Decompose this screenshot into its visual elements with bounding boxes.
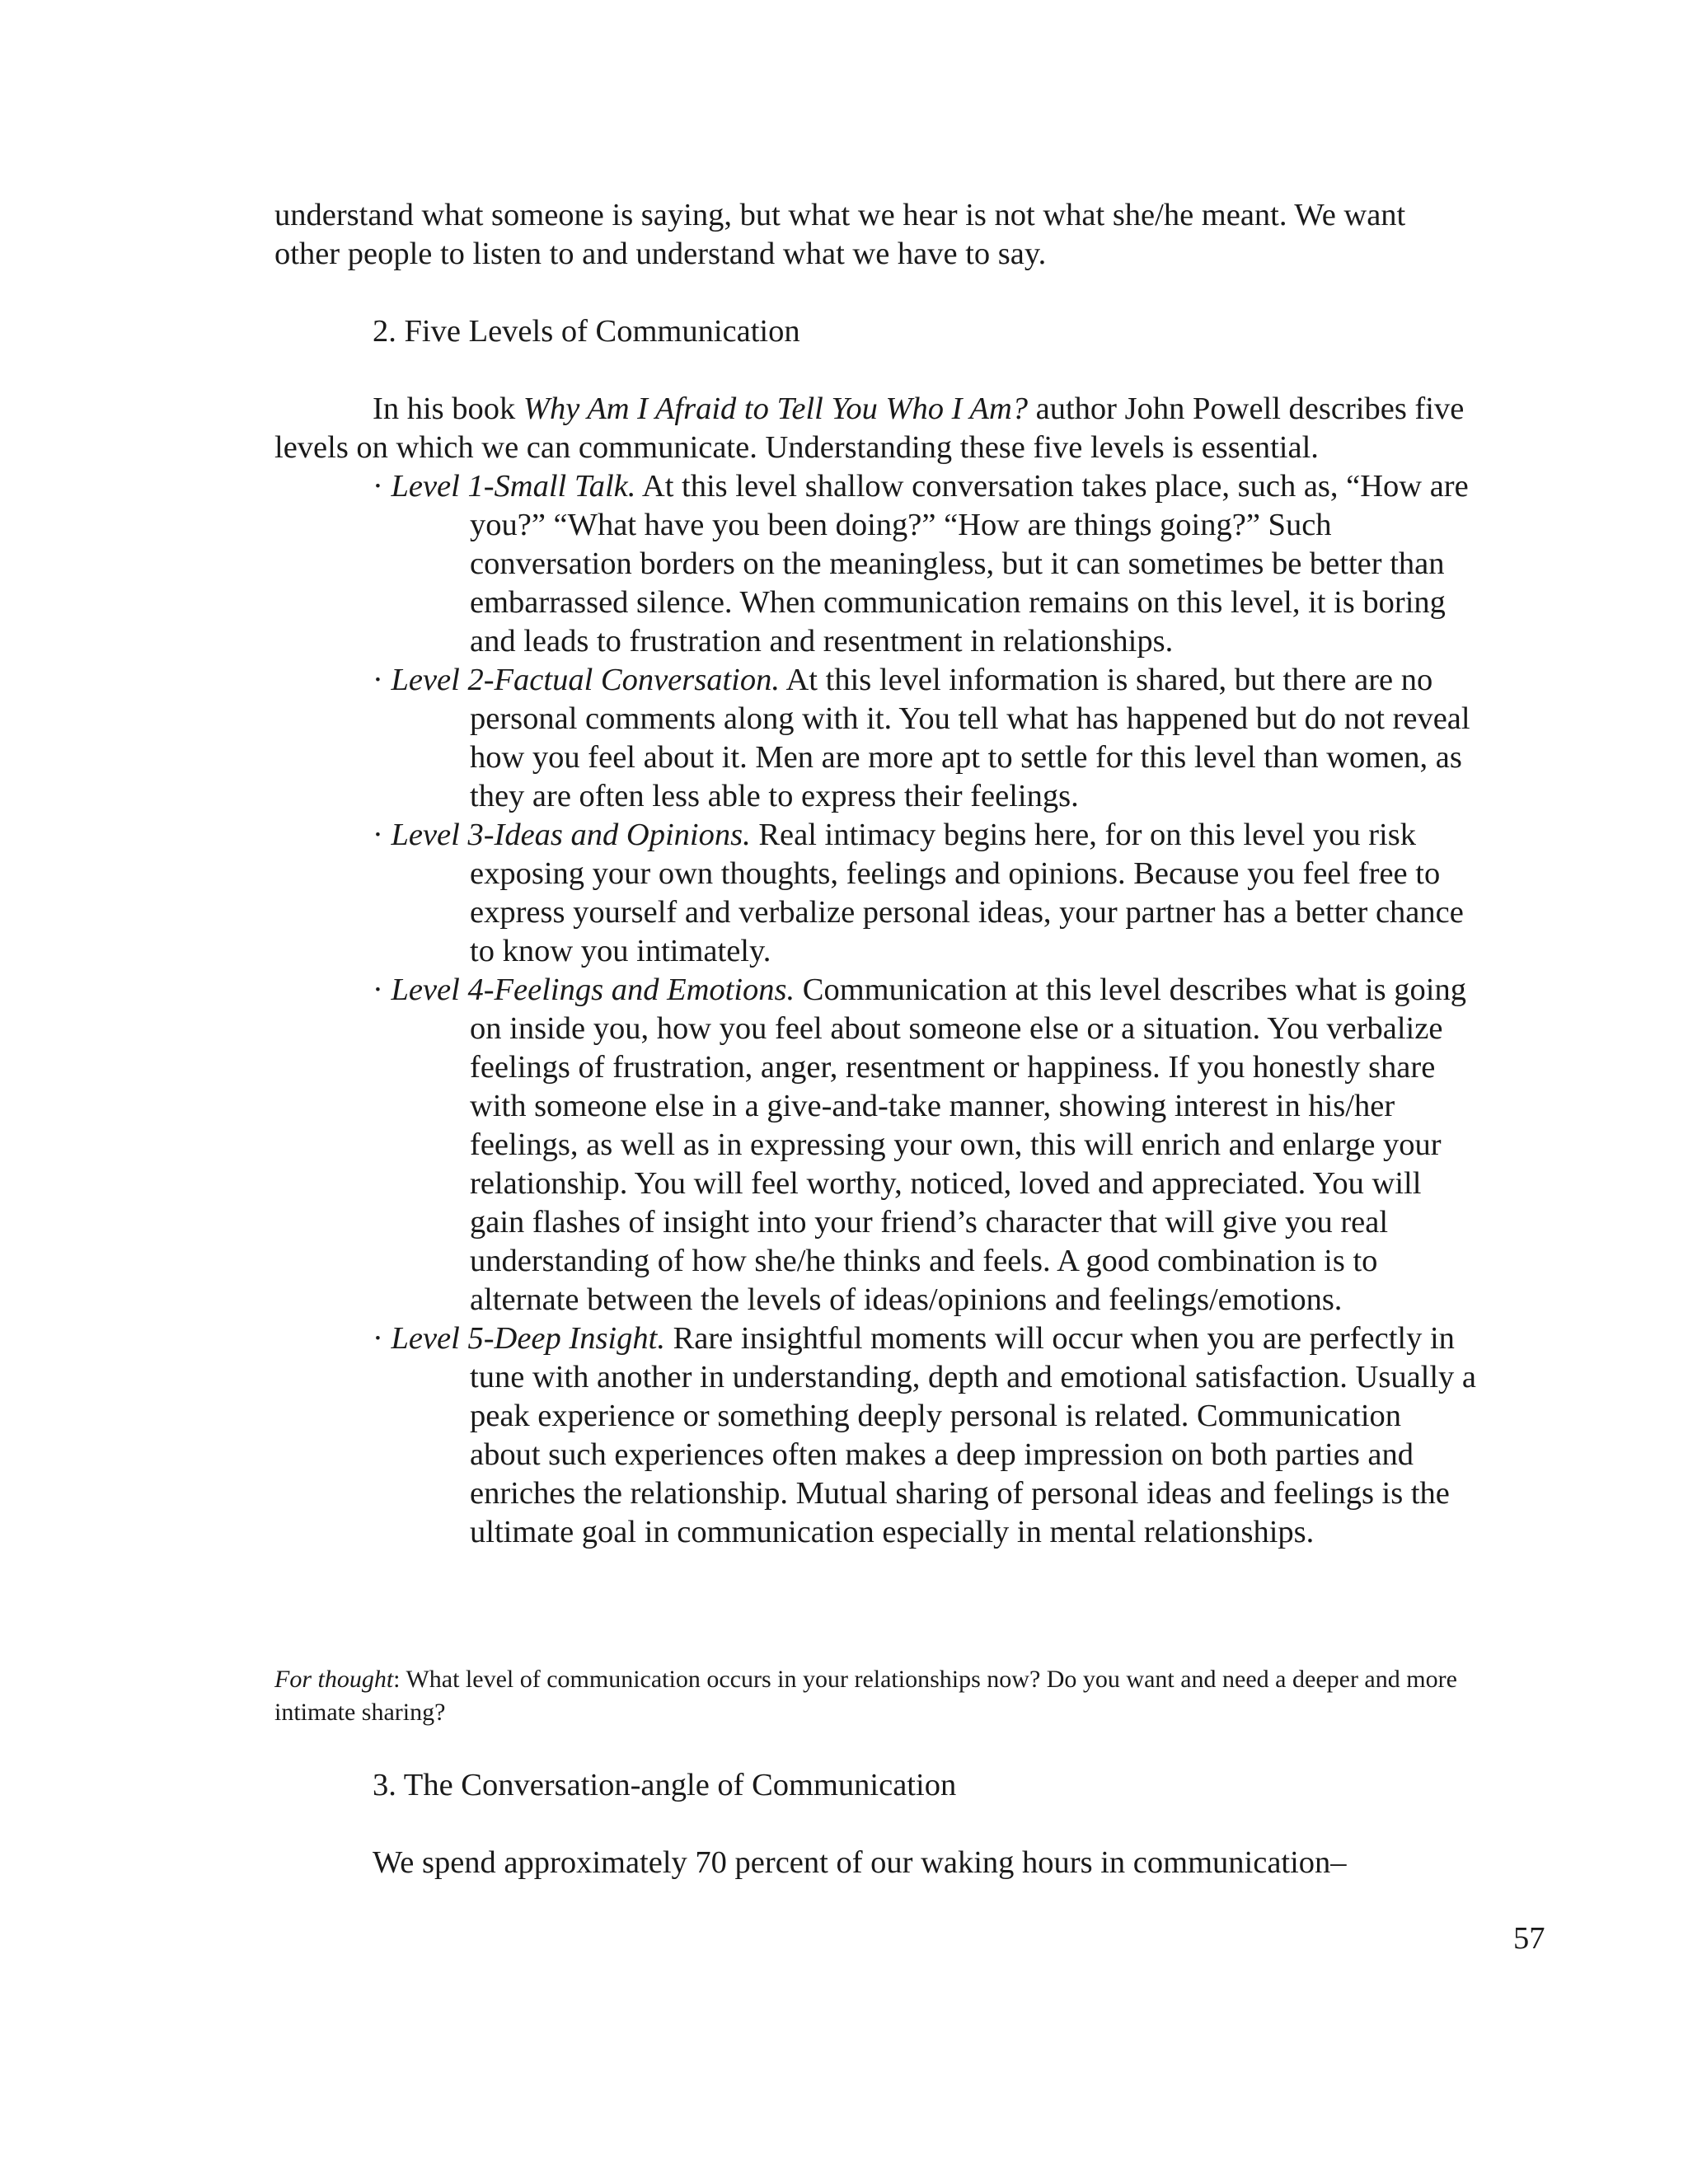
section-3-paragraph: We spend approximately 70 percent of our waking hours in communication– [373, 1845, 1347, 1880]
list-item-level-1 [373, 467, 1477, 661]
for-thought-note [274, 1663, 1478, 1729]
levels-list [373, 467, 1477, 1552]
level-name: Level 4-Feelings and Emotions. [391, 972, 795, 1007]
intro-paragraph: understand what someone is saying, but what we hear is not what she/he meant. We want other people to listen to and understand what we have to say. [274, 198, 1406, 271]
level-name: Level 3-Ideas and Opinions. [391, 818, 751, 852]
page-number: 57 [1513, 1921, 1545, 1956]
bullet: · [373, 469, 392, 504]
level-description: Real intimacy begins here, for on this level you risk exposing your own thoughts, feelings and opinions. Because you feel free to express yourself and verbalize personal ideas, your partner has a better chance to know you intimately. [470, 818, 1464, 968]
level-name: Level 2-Factual Conversation. [391, 663, 780, 697]
level-name: Level 1-Small Talk. [391, 469, 636, 504]
bullet: · [373, 1321, 392, 1356]
powell-intro-continuation: author John Powell describes five levels on which we can communicate. Understanding these five levels is essential. [274, 391, 1465, 465]
bullet: · [373, 972, 392, 1007]
level-description: Rare insightful moments will occur when you are perfectly in tune with another in understanding, depth and emotional satisfaction. Usually a peak experience or something deeply personal is related. Communication about such experiences often makes a deep impression on both parties and enriches the relationship. Mutual sharing of personal ideas and feelings is the ultimate goal in communication especially in mental relationships. [470, 1321, 1477, 1549]
level-description: At this level information is shared, but there are no personal comments along with it. You tell what has happened but do not reveal how you feel about it. Men are more apt to settle for this level than women, as they are often less able to express their feelings. [470, 663, 1470, 813]
level-description: At this level shallow conversation takes place, such as, “How are you?” “What have you been doing?” “How are things going?” Such conversation borders on the meaningless, but it can sometimes be better than embarrassed silence. When communication remains on this level, it is boring and leads to frustration and resentment in relationships. [470, 469, 1469, 658]
list-item-level-3 [373, 816, 1477, 971]
section-2-heading: 2. Five Levels of Communication [373, 314, 800, 349]
section-3-heading: 3. The Conversation-angle of Communication [373, 1768, 957, 1802]
bullet: · [373, 663, 392, 697]
level-name: Level 5-Deep Insight. [391, 1321, 665, 1356]
list-item-level-5 [373, 1319, 1477, 1552]
list-item-level-4 [373, 971, 1477, 1319]
for-thought-text: : What level of communication occurs in your relationships now? Do you want and need a deeper and more intimate sharing? [274, 1666, 1457, 1726]
list-item-level-2 [373, 661, 1477, 816]
level-description: Communication at this level describes what is going on inside you, how you feel about someone else or a situation. You verbalize feelings of frustration, anger, resentment or happiness. If you honestly share with someone else in a give-and-take manner, showing interest in his/her feelings, as well as in expressing your own, this will enrich and enlarge your relationship. You will feel worthy, noticed, loved and appreciated. You will gain flashes of insight into your friend’s character that will give you real understanding of how she/he thinks and feels. A good combination is to alternate between the levels of ideas/opinions and feelings/emotions. [470, 972, 1466, 1317]
powell-intro-text: In his book [373, 391, 523, 426]
bullet: · [373, 818, 392, 852]
powell-paragraph [274, 390, 1478, 467]
for-thought-label: For thought [274, 1666, 394, 1693]
book-title: Why Am I Afraid to Tell You Who I Am? [523, 391, 1029, 426]
